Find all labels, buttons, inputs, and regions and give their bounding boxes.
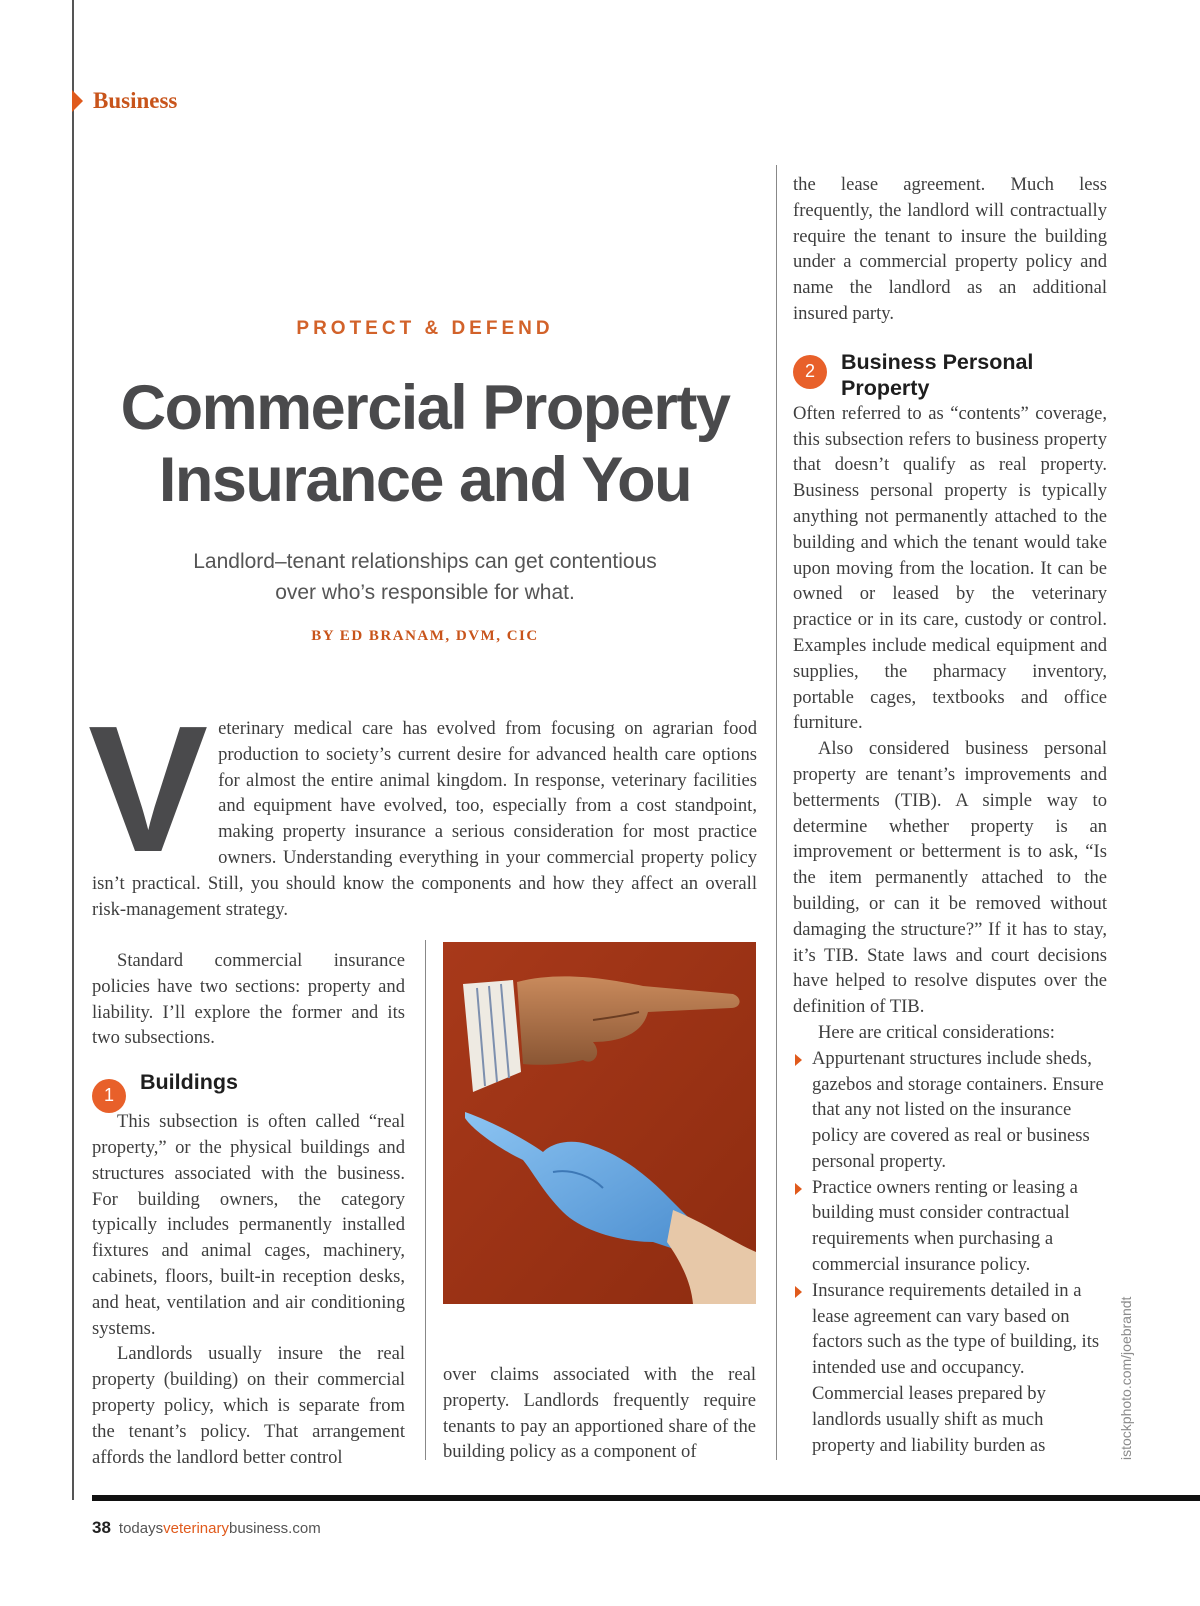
column-2 — [443, 1362, 756, 1465]
bpp-paragraph-3: Here are critical considerations: — [818, 1021, 1055, 1043]
page-number: 38 — [92, 1518, 111, 1537]
pointing-hands-photo — [443, 942, 756, 1304]
deck-line-2: over who’s responsible for what. — [275, 581, 575, 604]
section-triangle-icon — [72, 90, 83, 112]
considerations-list — [793, 1046, 1107, 1459]
bpp-paragraph-1: Often referred to as “contents” coverage, this subsection refers to business property that doesn’t qualify as real property. Business personal property is typically anything not permanently attached to the building and which the tenant would take upon moving from the location. It can be owned or leased by the veterinary practice or in its care, custody or control. Examples include medical equipment and supplies, the pharmacy inventory, portable cages, textbooks and office furniture. — [793, 402, 1107, 734]
subhead-business-personal-property — [793, 349, 1107, 401]
buildings-paragraph-1: This subsection is often called “real property,” or the physical buildings and structures associated with the business. For building owners, the category typically includes permanently installed fixtures and animal cages, machinery, cabinets, floors, built-in reception desks, and heat, ventilation and air conditioning systems. — [92, 1111, 405, 1339]
column-divider-1 — [425, 940, 426, 1460]
drop-cap: V — [88, 689, 209, 890]
site-url-prefix: todays — [118, 1520, 164, 1537]
headline-line-1: Commercial Property — [120, 373, 730, 443]
left-margin-rule — [72, 0, 74, 1500]
subhead-bpp-title — [841, 349, 1033, 401]
number-badge-2: 2 — [793, 355, 827, 389]
photo-illustration — [443, 942, 756, 1304]
article-kicker: PROTECT & DEFEND — [296, 318, 554, 339]
deck-line-1: Landlord–tenant relationships can get contentious — [193, 550, 657, 573]
subhead-buildings-title: Buildings — [140, 1070, 238, 1095]
article-deck — [90, 546, 760, 608]
list-item: Appurtenant structures include sheds, gazebos and storage containers. Ensure that any not listed on the insurance policy are covered as real or business personal property. — [793, 1046, 1107, 1175]
article-byline: BY ED BRANAM, DVM, CIC — [311, 628, 539, 644]
col1-paragraph-1: Standard commercial insurance policies have two sections: property and liability. I’ll explore the former and its two subsections. — [92, 950, 405, 1049]
column-3 — [793, 172, 1107, 1458]
site-url-highlight: veterinary — [163, 1520, 229, 1537]
subhead-bpp-title-line-1: Business Personal — [841, 349, 1034, 374]
column-1 — [92, 948, 405, 1470]
subhead-bpp-title-line-2: Property — [841, 375, 930, 400]
intro-paragraph-block — [88, 689, 757, 922]
article-headline — [90, 372, 760, 516]
col2-paragraph-1: over claims associated with the real property. Landlords frequently require tenants to pay an apportioned share of the building policy as a component of — [443, 1364, 756, 1463]
col3-paragraph-1: the lease agreement. Much less frequently, the landlord will contractually require the tenant to insure the building under a commercial property policy and name the landlord as an additional insured party. — [793, 174, 1107, 324]
column-divider-2 — [776, 165, 777, 1460]
site-url-suffix: business.com — [228, 1520, 321, 1537]
bpp-paragraph-2: Also considered business personal property are tenant’s improvements and betterments (TIB). A simple way to determine whether property is an improvement or betterment is to ask, “Is the item permanently attached to the building, or can it be removed without damaging the structure?” If it has to stay, it’s TIB. State laws and court decisions have helped to resolve disputes over the definition of TIB. — [793, 738, 1107, 1018]
list-item: Practice owners renting or leasing a building must consider contractual requirements when purchasing a commercial insurance policy. — [793, 1175, 1107, 1278]
number-badge-1: 1 — [92, 1079, 126, 1113]
footer-rule — [92, 1495, 1200, 1501]
subhead-buildings — [92, 1069, 405, 1113]
headline-line-2: Insurance and You — [158, 445, 692, 515]
intro-paragraph: eterinary medical care has evolved from focusing on agrarian food production to society’s current desire for advanced health care options for almost the entire animal kingdom. In response, veterinary facilities and equipment have evolved, too, especially from a cost standpoint, making property insurance a serious consideration for most practice owners. Understanding everything in your commercial property policy isn’t practical. Still, you should know the components and how they affect an overall risk-management strategy. — [92, 718, 757, 920]
page-footer — [92, 1518, 321, 1538]
photo-credit: istockphoto.com/joebrandt — [1118, 1296, 1134, 1460]
site-url — [119, 1520, 321, 1537]
list-item: Insurance requirements detailed in a lease agreement can vary based on factors such as the type of building, its intended use and occupancy. Commercial leases prepared by landlords usually shift as much property and liability burden as — [793, 1278, 1107, 1459]
section-label-text: Business — [93, 88, 178, 113]
section-label — [72, 88, 177, 114]
buildings-paragraph-2: Landlords usually insure the real property (building) on their commercial property policy, which is separate from the tenant’s policy. That arrangement affords the landlord better control — [92, 1343, 405, 1468]
